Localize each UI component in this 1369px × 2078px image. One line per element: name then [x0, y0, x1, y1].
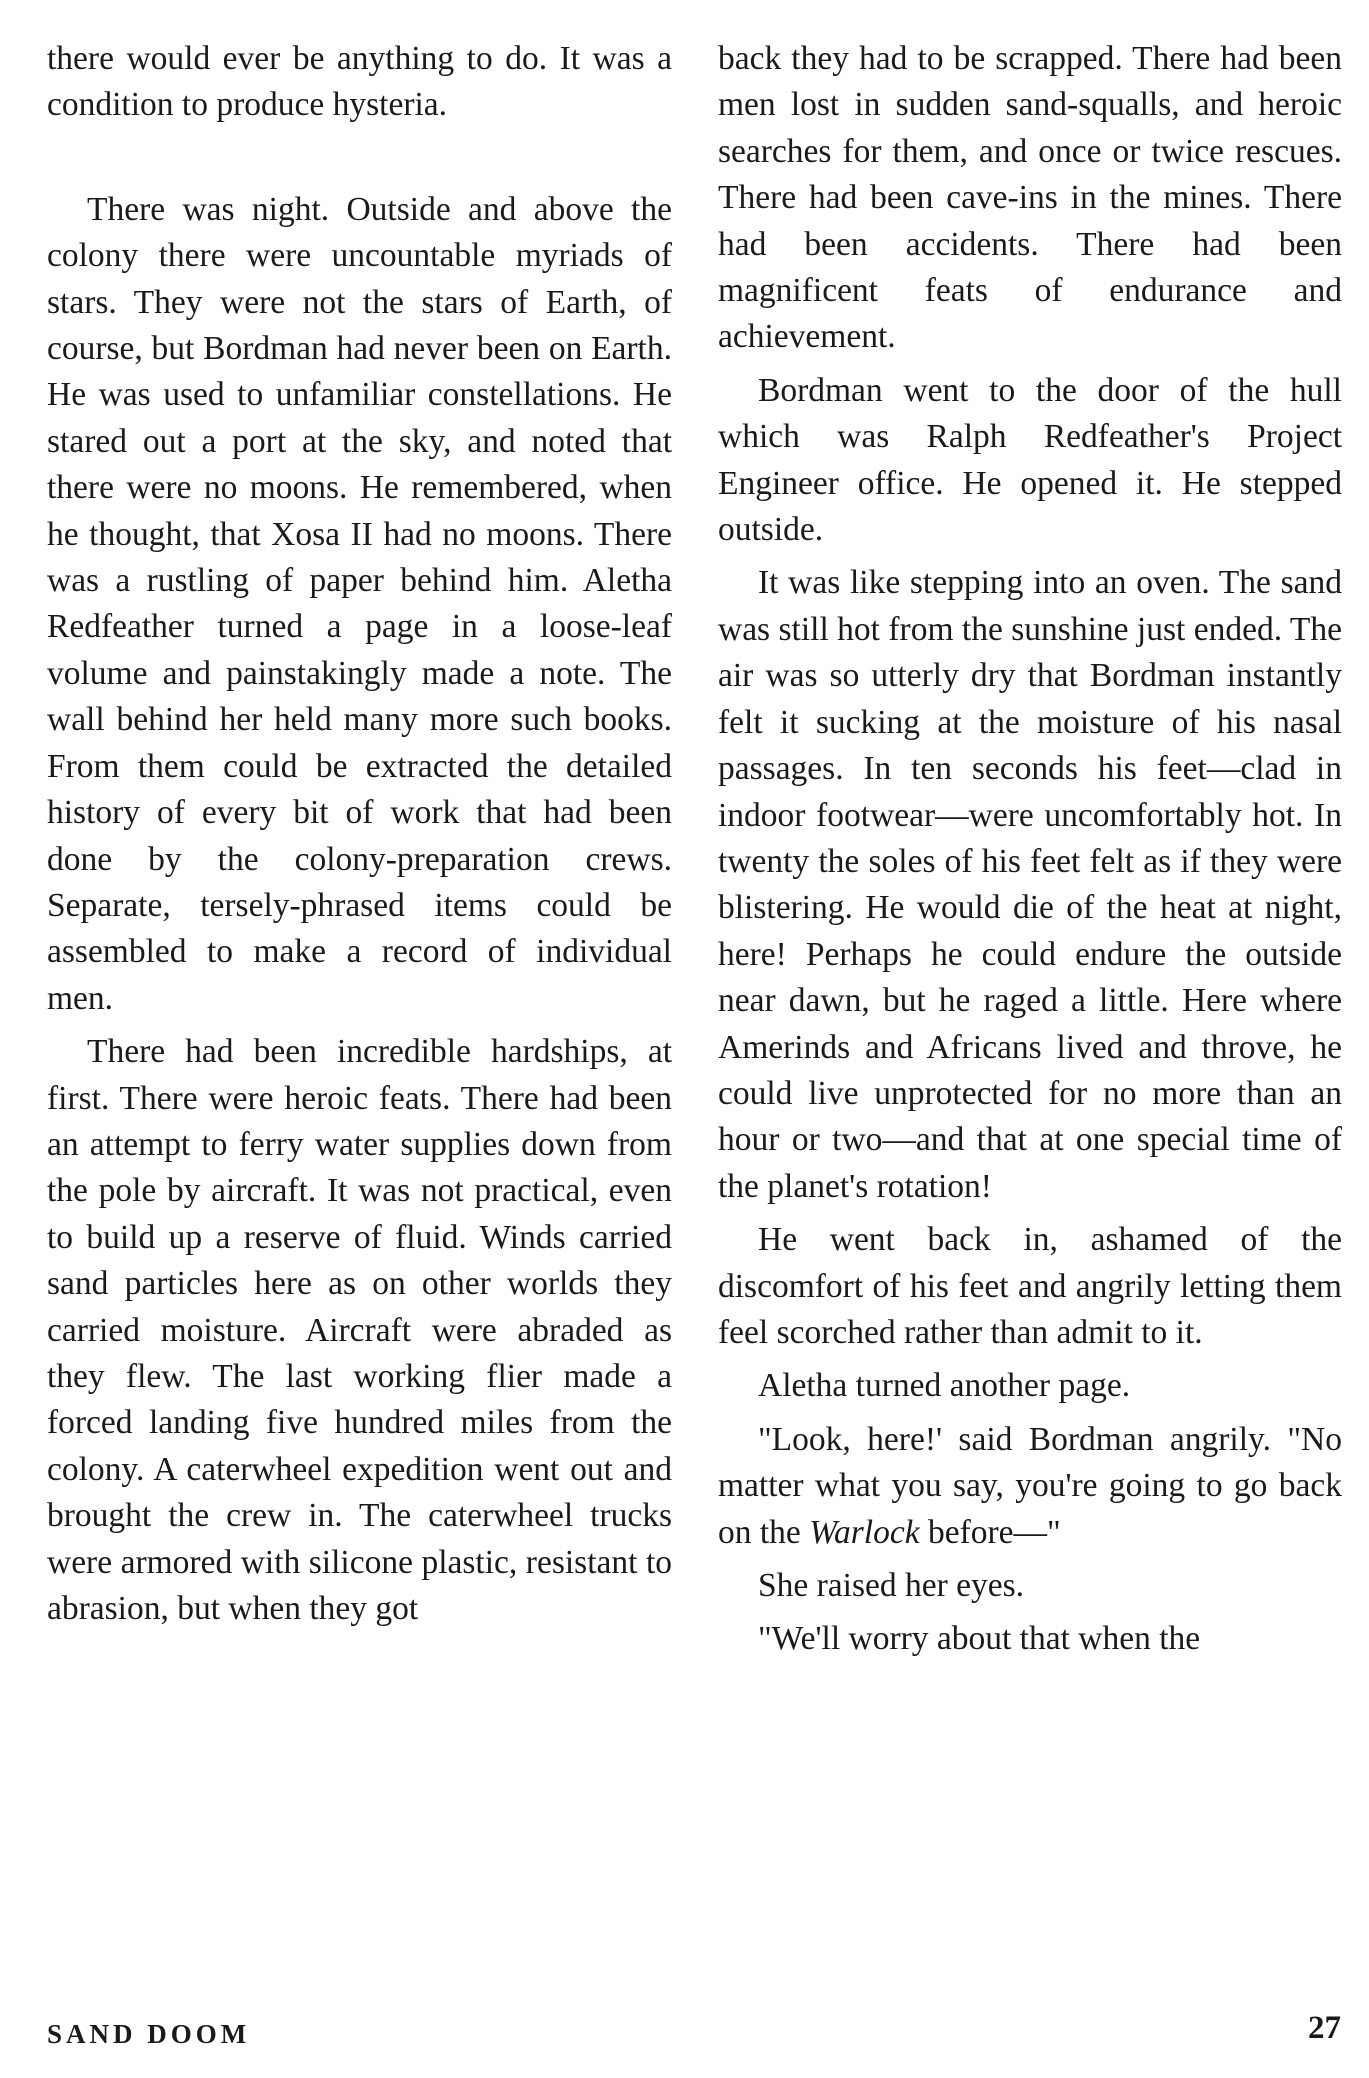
dialogue-end: before—"	[919, 1513, 1061, 1551]
right-column	[718, 36, 1342, 1663]
right-paragraph-4: He went back in, ashamed of the discomfort of his feet and angrily letting them feel scorched rather than admit to it.	[718, 1221, 1342, 1351]
right-paragraph-2: Bordman went to the door of the hull which was Ralph Redfeather's Project Engineer office. He opened it. He stepped outside.	[718, 371, 1342, 549]
running-title: SAND DOOM	[47, 2019, 251, 2049]
right-paragraph-8: "We'll worry about that when the	[758, 1620, 1201, 1658]
page-number: 27	[1308, 2010, 1341, 2046]
left-column	[47, 36, 672, 1632]
ship-name-italic: Warlock	[809, 1513, 920, 1551]
right-paragraph-5: Aletha turned another page.	[758, 1367, 1131, 1405]
right-paragraph-1: back they had to be scrapped. There had been men lost in sudden sand-squalls, and heroic searches for them, and once or twice rescues. There had been cave-ins in the mines. There had been accidents. There had been magnificent feats of endurance and achievement.	[718, 40, 1342, 356]
left-paragraph-3: There had been incredible hardships, at first. There were heroic feats. There had been an attempt to ferry water supplies down from the pole by aircraft. It was not practical, even to build up a reserve of fluid. Winds carried sand particles here as on other worlds they carried moisture. Aircraft were abraded as they flew. The last working flier made a forced landing five hundred miles from the colony. A caterwheel expedition went out and brought the crew in. The caterwheel trucks were armored with silicone plastic, resistant to abrasion, but when they got	[47, 1033, 672, 1627]
right-paragraph-3: It was like stepping into an oven. The sand was still hot from the sunshine just ended. The air was so utterly dry that Bordman instantly felt it sucking at the moisture of his nasal passages. In ten seconds his feet—clad in indoor footwear—were uncomfortably hot. In twenty the soles of his feet felt as if they were blistering. He would die of the heat at night, here! Perhaps he could endure the outside near dawn, but he raged a little. Here where Amerinds and Africans lived and throve, he could live unprotected for no more than an hour or two—and that at one special time of the planet's rotation!	[718, 564, 1342, 1205]
right-paragraph-6	[718, 1417, 1342, 1556]
dialogue-start: "Look, here!' said Bordman angrily. "No matter what you say, you're going to go back on the	[718, 1420, 1342, 1551]
right-paragraph-7: She raised her eyes.	[758, 1567, 1025, 1604]
left-paragraph-1: there would ever be anything to do. It was a condition to produce hysteria.	[47, 40, 672, 124]
left-paragraph-2: There was night. Outside and above the colony there were uncountable myriads of stars. They were not the stars of Earth, of course, but Bordman had never been on Earth. He was used to unfamiliar constellations. He stared out a port at the sky, and noted that there were no moons. He remembered, when he thought, that Xosa II had no moons. There was a rustling of paper behind him. Aletha Redfeather turned a page in a loose-leaf volume and painstakingly made a note. The wall behind her held many more such books. From them could be extracted the detailed history of every bit of work that had been done by the colony-preparation crews. Separate, tersely-phrased items could be assembled to make a record of individual men.	[47, 190, 672, 1017]
